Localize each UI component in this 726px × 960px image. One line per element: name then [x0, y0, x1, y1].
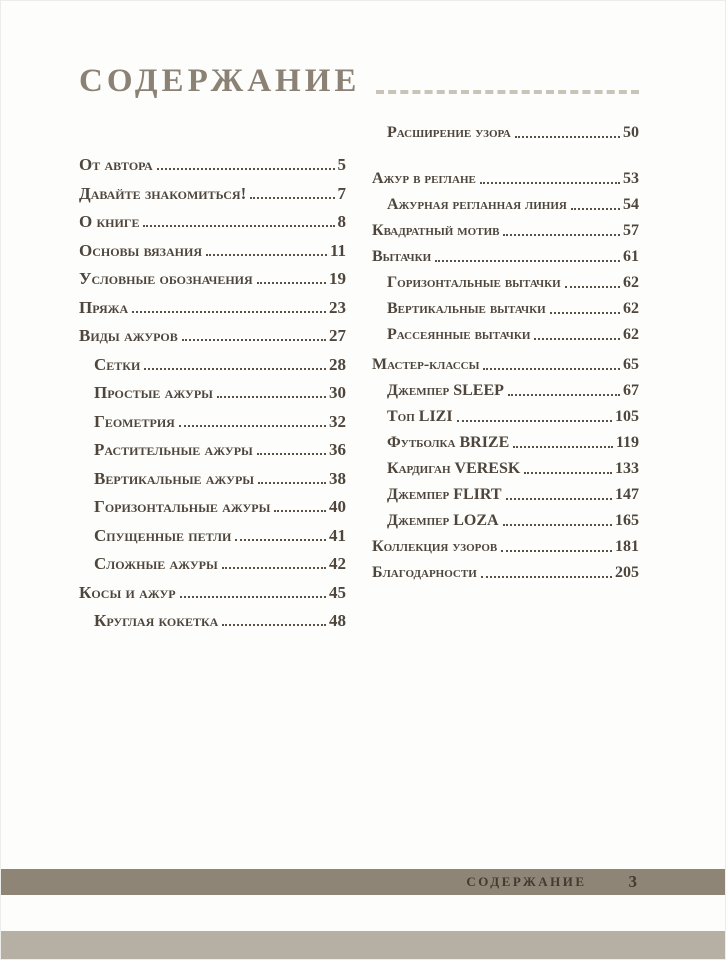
dot-leader — [524, 472, 612, 474]
dot-leader — [235, 539, 326, 541]
footer-section-label: СОДЕРЖАНИЕ — [466, 874, 587, 889]
toc-entry-page: 181 — [615, 538, 639, 555]
toc-entry-page: 19 — [329, 269, 346, 288]
toc-entry — [79, 356, 346, 374]
toc-entry-label: Рассеянные вытачки — [387, 326, 531, 343]
toc-group — [79, 242, 346, 260]
dot-leader — [179, 425, 326, 427]
toc-entry-label: Благодарности — [372, 564, 477, 581]
toc-entry-label: Горизонтальные ажуры — [94, 497, 271, 516]
toc-entry-label: От автора — [79, 155, 153, 174]
toc-entry — [79, 327, 346, 345]
toc-entry — [372, 356, 639, 374]
dot-leader — [274, 510, 326, 512]
toc-entry — [79, 498, 346, 516]
toc-group — [79, 299, 346, 317]
toc-entry — [372, 170, 639, 188]
title-dash-rule — [376, 90, 639, 94]
toc-entry — [372, 564, 639, 582]
toc-entry-label: Топ LIZI — [387, 408, 453, 425]
toc-entry-label: Мастер-классы — [372, 356, 480, 373]
toc-entry — [79, 384, 346, 402]
toc-group — [79, 270, 346, 288]
toc-entry-label: Ажурная регланная линия — [387, 196, 567, 213]
toc-entry — [79, 185, 346, 203]
toc-entry — [79, 413, 346, 431]
toc-entry-page: 133 — [615, 460, 639, 477]
toc-entry — [372, 382, 639, 400]
toc-entry-label: Джемпер LOZA — [387, 512, 499, 529]
dot-leader — [550, 312, 620, 314]
bottom-strip — [1, 931, 725, 959]
dot-leader — [257, 282, 326, 284]
toc-entry-label: Геометрия — [94, 411, 175, 431]
dot-leader — [257, 453, 326, 455]
toc-entry — [79, 470, 346, 488]
toc-entry-label: Вертикальные ажуры — [94, 468, 255, 488]
toc-entry — [372, 326, 639, 344]
toc-group — [79, 213, 346, 231]
toc-column-left — [79, 156, 346, 641]
dot-leader — [206, 254, 327, 256]
dot-leader — [571, 208, 620, 210]
toc-entry — [372, 538, 639, 556]
toc-entry — [79, 555, 346, 573]
toc-columns — [79, 98, 639, 641]
toc-entry — [79, 156, 346, 174]
toc-group — [372, 124, 639, 142]
toc-entry — [79, 612, 346, 630]
dot-leader — [222, 567, 326, 569]
dot-leader — [457, 420, 612, 422]
dot-leader — [258, 482, 326, 484]
toc-entry-page: 30 — [329, 383, 346, 402]
toc-entry-page: 119 — [615, 434, 639, 451]
toc-entry-label: Пряжа — [79, 297, 129, 317]
footer-page-number: 3 — [628, 872, 637, 891]
toc-entry-page: 62 — [623, 300, 639, 317]
toc-entry-page: 27 — [329, 326, 346, 345]
dot-leader — [534, 338, 620, 340]
toc-entry-page: 5 — [337, 155, 346, 174]
toc-entry — [372, 248, 639, 266]
toc-entry — [79, 270, 346, 288]
dot-leader — [503, 234, 620, 236]
dot-leader — [144, 368, 326, 370]
toc-entry-page: 7 — [337, 183, 346, 203]
toc-entry-page: 41 — [329, 525, 346, 545]
toc-entry-page: 57 — [623, 222, 639, 239]
toc-entry-label: Джемпер FLIRT — [387, 486, 502, 503]
toc-entry — [372, 512, 639, 530]
toc-entry-label: Кардиган VERESK — [387, 460, 521, 477]
toc-entry-label: Давайте знакомиться! — [79, 183, 247, 203]
toc-entry-page: 105 — [615, 408, 639, 425]
toc-entry-page: 205 — [615, 564, 639, 581]
toc-entry-page: 62 — [623, 326, 639, 343]
toc-entry-label: Растительные ажуры — [94, 440, 253, 459]
toc-entry-page: 23 — [329, 297, 346, 317]
toc-entry-page: 36 — [329, 440, 346, 459]
toc-entry-label: Основы вязания — [79, 240, 203, 260]
dot-leader — [217, 396, 326, 398]
dot-leader — [506, 498, 612, 500]
toc-entry — [79, 441, 346, 459]
toc-group — [372, 222, 639, 240]
dot-leader — [180, 596, 326, 598]
toc-entry-label: Круглая кокетка — [94, 611, 219, 630]
toc-entry — [372, 460, 639, 478]
toc-entry-page: 45 — [329, 582, 346, 602]
toc-entry-page: 53 — [623, 170, 639, 187]
dot-leader — [565, 286, 620, 288]
dot-leader — [222, 624, 326, 626]
toc-entry-page: 32 — [329, 411, 346, 431]
toc-entry — [372, 196, 639, 214]
dot-leader — [483, 368, 620, 370]
dot-leader — [480, 182, 620, 184]
toc-group — [79, 584, 346, 631]
toc-group — [372, 248, 639, 344]
toc-entry-label: Коллекция узоров — [372, 538, 498, 555]
toc-entry — [372, 274, 639, 292]
toc-entry-page: 42 — [329, 554, 346, 573]
toc-entry — [79, 527, 346, 545]
toc-entry-label: О книге — [79, 212, 140, 231]
toc-entry-page: 11 — [329, 240, 346, 260]
dot-leader — [132, 311, 326, 313]
dot-leader — [515, 136, 620, 138]
toc-entry-page: 50 — [623, 124, 639, 141]
toc-entry-page: 40 — [329, 497, 346, 516]
toc-entry-page: 28 — [329, 354, 346, 374]
dot-leader — [513, 446, 613, 448]
toc-entry — [79, 584, 346, 602]
toc-entry-label: Ажур в реглане — [372, 170, 476, 187]
toc-group — [79, 185, 346, 203]
toc-entry-label: Джемпер SLEEP — [387, 382, 504, 399]
dot-leader — [157, 168, 335, 170]
footer-bar — [1, 869, 725, 895]
toc-entry — [372, 408, 639, 426]
dot-leader — [250, 197, 334, 199]
toc-entry — [372, 124, 639, 142]
toc-entry-label: Спущенные петли — [94, 525, 232, 545]
toc-entry-page: 54 — [623, 196, 639, 213]
toc-column-right — [372, 124, 639, 590]
toc-group — [372, 564, 639, 582]
toc-entry — [372, 300, 639, 318]
toc-entry — [372, 434, 639, 452]
toc-entry-label: Условные обозначения — [79, 269, 253, 288]
dot-leader — [501, 550, 612, 552]
toc-entry — [372, 222, 639, 240]
toc-group — [372, 356, 639, 530]
toc-entry-label: Сложные ажуры — [94, 554, 218, 573]
toc-entry-page: 8 — [337, 212, 346, 231]
toc-entry-page: 48 — [329, 611, 346, 630]
toc-entry-page: 62 — [623, 274, 639, 291]
dot-leader — [143, 225, 334, 227]
toc-entry-page: 147 — [615, 486, 639, 503]
toc-group — [79, 156, 346, 174]
toc-group — [372, 538, 639, 556]
toc-entry-label: Вытачки — [372, 248, 432, 265]
toc-entry-page: 38 — [329, 468, 346, 488]
toc-entry-label: Расширение узора — [387, 124, 511, 141]
toc-entry-page: 67 — [623, 382, 639, 399]
toc-entry-label: Сетки — [94, 354, 141, 374]
toc-entry — [79, 242, 346, 260]
page-title: СОДЕРЖАНИЕ — [79, 63, 361, 99]
toc-entry-page: 165 — [615, 512, 639, 529]
dot-leader — [508, 394, 620, 396]
toc-entry-label: Косы и ажур — [79, 582, 176, 602]
toc-entry-label: Вертикальные вытачки — [387, 300, 546, 317]
dot-leader — [503, 524, 612, 526]
toc-entry — [79, 213, 346, 231]
toc-entry — [372, 486, 639, 504]
dot-leader — [435, 260, 620, 262]
toc-entry-label: Простые ажуры — [94, 383, 213, 402]
toc-group — [79, 327, 346, 573]
toc-group — [372, 170, 639, 214]
toc-entry — [79, 299, 346, 317]
toc-entry-label: Квадратный мотив — [372, 222, 500, 239]
title-row — [79, 65, 639, 98]
dot-leader — [182, 339, 326, 341]
toc-entry-page: 65 — [623, 356, 639, 373]
toc-entry-label: Горизонтальные вытачки — [387, 274, 561, 291]
toc-entry-label: Виды ажуров — [79, 326, 178, 345]
dot-leader — [481, 576, 612, 578]
toc-entry-label: Футболка BRIZE — [387, 434, 510, 451]
toc-entry-page: 61 — [623, 248, 639, 265]
